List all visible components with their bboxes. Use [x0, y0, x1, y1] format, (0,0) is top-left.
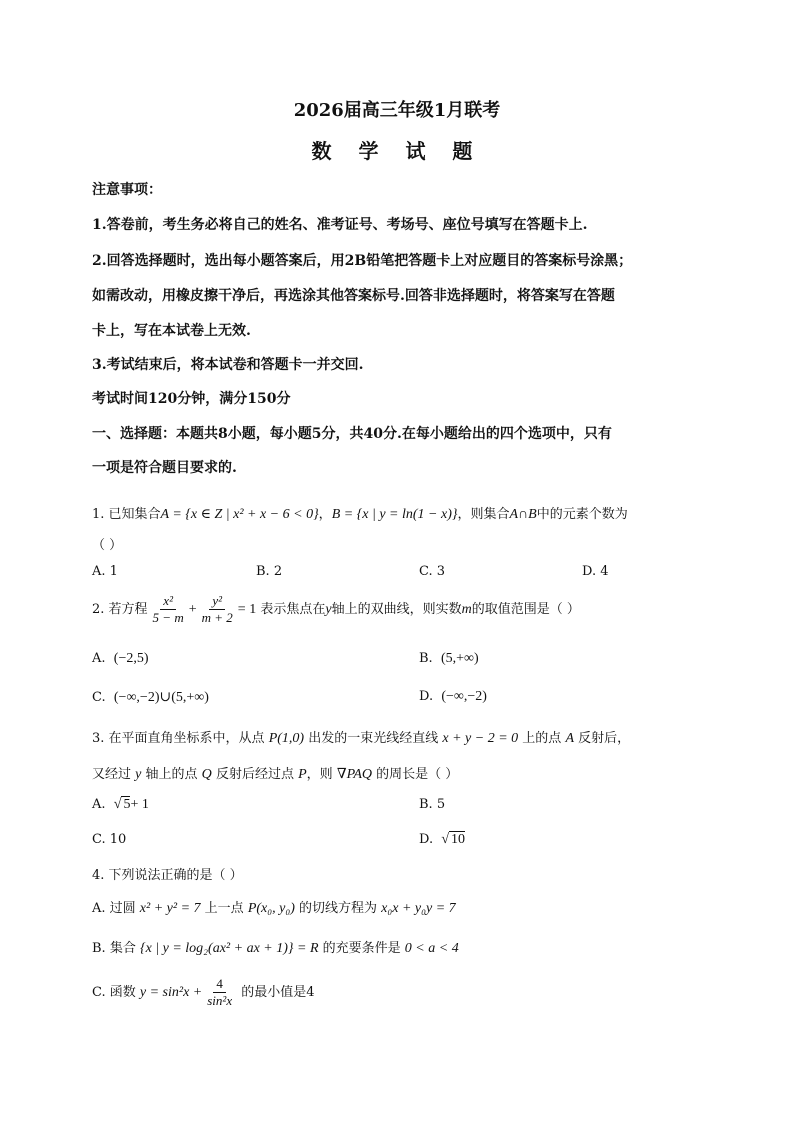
q1-option-c: C. 3	[419, 564, 446, 579]
q3-option-a-radicand: 5	[123, 797, 131, 812]
q2-option-b-value: (5,+∞)	[440, 651, 479, 666]
q1-prefix: 1. 已知集合	[92, 507, 161, 522]
q3-option-d-value: √ 10	[441, 832, 466, 847]
q4-option-a-tangent: x₀x + y₀y = 7	[381, 901, 456, 916]
q2-option-a-label: A.	[92, 651, 106, 666]
q2-equals: = 1	[237, 602, 257, 617]
subject-title: 数 学 试 题	[311, 139, 483, 163]
question-3-stem-line-1	[92, 727, 630, 747]
q2-var-m: m	[461, 602, 472, 617]
q2-option-a	[92, 651, 149, 667]
notice-item-3: 3.考试结束后，将本试卷和答题卡一并交回.	[92, 357, 364, 373]
q4-option-c-text-1: C. 函数	[92, 985, 136, 1000]
q2-option-d-label: D.	[419, 689, 434, 704]
q4-option-a-text-3: 的切线方程为	[299, 901, 378, 916]
q3-option-a-rest: + 1	[130, 797, 149, 812]
notice-heading: 注意事项：	[92, 182, 162, 198]
q3-text-1: 3. 在平面直角坐标系中，从点	[92, 731, 265, 746]
q2-text-3: 的取值范围是（ ）	[471, 602, 580, 617]
q2-frac1-denominator: 5 − m	[152, 610, 184, 625]
q3-option-d-label: D.	[419, 832, 434, 847]
q3-option-d-radicand: 10	[451, 832, 466, 847]
q3-text-3: 上的点	[522, 731, 562, 746]
q1-answer-paren: （ ）	[92, 538, 123, 553]
q3-text-7: 反射后经过点	[215, 767, 294, 782]
q4-option-c-fraction	[204, 976, 235, 1009]
q4-option-b-text-1: B. 集合	[92, 941, 136, 956]
q4-option-a	[92, 897, 456, 917]
q3-point-q: Q	[201, 767, 212, 782]
q3-text-6: 轴上的点	[145, 767, 198, 782]
q3-text-8: ，则	[306, 767, 333, 782]
q2-option-b	[419, 651, 479, 667]
q3-triangle: ∇PAQ	[336, 767, 372, 782]
q4-option-c-numerator: 4	[213, 976, 226, 993]
q4-option-c-text-2: 的最小值是4	[241, 985, 315, 1000]
q3-option-b: B. 5	[419, 797, 446, 812]
q3-line-equation: x + y − 2 = 0	[442, 731, 519, 746]
q3-point-p: P(1,0)	[268, 731, 305, 746]
q3-text-9: 的周长是（ ）	[376, 767, 459, 782]
q1-intersection: A∩B	[509, 507, 537, 522]
q4-option-b	[92, 937, 459, 957]
q2-fraction-1	[150, 593, 187, 626]
q4-option-c-function: y = sin²x +	[139, 985, 203, 1000]
q4-option-a-text-2: 上一点	[204, 901, 244, 916]
q4-option-c	[92, 976, 315, 1009]
q1-set-b: B = {x | y = ln(1 − x)}	[331, 507, 458, 522]
q2-option-a-value: (−2,5)	[113, 651, 149, 666]
q2-text-2: 轴上的双曲线，则实数	[331, 602, 462, 617]
q4-option-a-circle: x² + y² = 7	[139, 901, 201, 916]
q1-option-b: B. 2	[256, 564, 283, 579]
exam-time-info: 考试时间120分钟，满分150分	[92, 391, 291, 407]
q1-suffix: 中的元素个数为	[536, 507, 628, 522]
q2-option-d	[419, 689, 487, 705]
q3-option-d	[419, 832, 465, 848]
q1-option-d: D. 4	[582, 564, 609, 579]
q2-plus: +	[188, 602, 197, 617]
question-2-stem	[92, 593, 580, 626]
q4-option-c-denominator: sin²x	[207, 993, 233, 1008]
q3-text-2: 出发的一束光线经直线	[308, 731, 439, 746]
question-1-stem	[92, 503, 628, 523]
q1-set-a: A = {x ∈ Z | x² + x − 6 < 0}	[160, 507, 319, 522]
q2-var-y: y	[325, 602, 332, 617]
notice-item-2-line-1: 2.回答选择题时，选出每小题答案后，用2B铅笔把答题卡上对应题目的答案标号涂黑；	[92, 253, 633, 269]
q2-frac2-numerator: y²	[209, 593, 225, 610]
q2-text-1: 表示焦点在	[260, 602, 326, 617]
section-1-heading-line-2: 一项是符合题目要求的.	[92, 460, 237, 476]
q3-point-p-2: P	[298, 767, 307, 782]
q4-option-b-condition: 0 < a < 4	[404, 941, 459, 956]
q2-option-d-value: (−∞,−2)	[441, 689, 487, 704]
exam-title: 2026届高三年级1月联考	[293, 100, 501, 121]
q4-option-a-point: P(x₀, y₀)	[247, 901, 295, 916]
q2-frac2-denominator: m + 2	[201, 610, 233, 625]
q4-option-a-text-1: A. 过圆	[92, 901, 136, 916]
q1-comma: ，	[318, 507, 332, 522]
notice-item-2-line-2: 如需改动，用橡皮擦干净后，再选涂其他答案标号.回答非选择题时，将答案写在答题	[92, 288, 615, 304]
q1-text: ，则集合	[457, 507, 510, 522]
q4-option-b-text-2: 的充要条件是	[322, 941, 401, 956]
section-1-heading-line-1: 一、选择题：本题共8小题，每小题5分，共40分.在每小题给出的四个选项中，只有	[92, 426, 612, 442]
q3-var-y: y	[135, 767, 142, 782]
q3-text-4: 反射后，	[578, 731, 631, 746]
q2-option-c-value: (−∞,−2)∪(5,+∞)	[113, 690, 209, 705]
notice-item-1: 1.答卷前，考生务必将自己的姓名、准考证号、考场号、座位号填写在答题卡上.	[92, 217, 588, 233]
question-4-stem: 4. 下列说法正确的是（ ）	[92, 868, 243, 883]
q3-option-a-value: √ 5+ 1	[113, 797, 149, 812]
notice-item-2-line-3: 卡上，写在本试卷上无效.	[92, 323, 251, 339]
q2-option-c-label: C.	[92, 690, 106, 705]
q2-fraction-2	[199, 593, 236, 626]
q4-option-b-set: {x | y = log₂(ax² + ax + 1)} = R	[139, 941, 319, 956]
q3-option-a	[92, 797, 149, 813]
q3-point-a: A	[565, 731, 575, 746]
q3-option-a-label: A.	[92, 797, 106, 812]
question-3-stem-line-2	[92, 763, 458, 783]
q2-option-b-label: B.	[419, 651, 433, 666]
q2-prefix: 2. 若方程	[92, 602, 148, 617]
q2-option-c	[92, 689, 209, 706]
q2-frac1-numerator: x²	[160, 593, 176, 610]
q1-option-a: A. 1	[92, 564, 118, 579]
q3-text-5: 又经过	[92, 767, 132, 782]
q3-option-c: C. 10	[92, 832, 127, 847]
